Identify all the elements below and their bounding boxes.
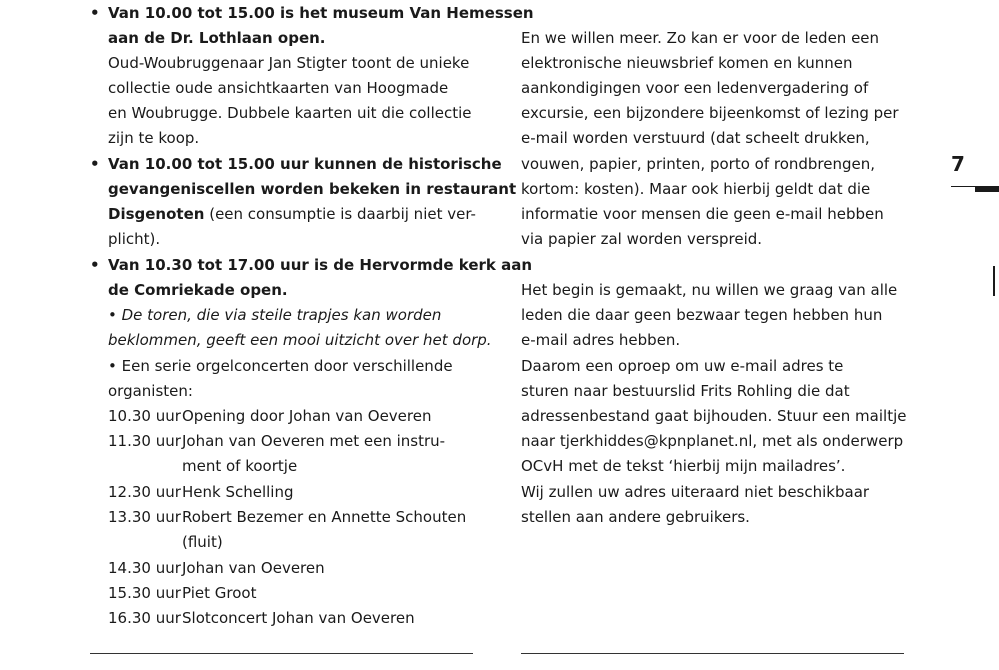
right-column-rule (521, 653, 904, 654)
body-text: stellen aan andere gebruikers. (521, 508, 750, 526)
restaurant-name: Disgenoten (108, 205, 205, 223)
event-heading-church-cont: de Comriekade open. (108, 281, 288, 299)
schedule-text: Henk Schelling (182, 483, 294, 501)
body-text: en Woubrugge. Dubbele kaarten uit die collectie (108, 104, 472, 122)
event-heading-church: Van 10.30 tot 17.00 uur is de Hervormde kerk aan (108, 256, 533, 274)
body-text-rest: (een consumptie is daarbij niet ver- (204, 205, 476, 223)
bullet: • (90, 256, 100, 274)
body-text: Daarom een oproep om uw e-mail adres te (521, 357, 844, 375)
schedule-row (108, 429, 445, 454)
body-text: excursie, een bijzondere bijeenkomst of lezing per (521, 104, 899, 122)
body-text (108, 202, 476, 227)
body-text: kortom: kosten). Maar ook hierbij geldt dat die (521, 180, 871, 198)
body-text: OCvH met de tekst ‘hierbij mijn mailadres’. (521, 457, 846, 475)
schedule-time: 16.30 uur (108, 609, 181, 627)
schedule-time: 15.30 uur (108, 584, 181, 602)
schedule-text: Johan van Oeveren (182, 559, 325, 577)
body-text: leden die daar geen bezwaar tegen hebben hun (521, 306, 883, 324)
event-heading-museum-cont: aan de Dr. Lothlaan open. (108, 29, 326, 47)
edge-mark (993, 266, 995, 296)
page-tab-mark (975, 186, 999, 192)
schedule-text-cont: (fluit) (182, 533, 223, 551)
schedule-time: 14.30 uur (108, 559, 181, 577)
schedule-time: 11.30 uur (108, 432, 181, 450)
organ-intro: organisten: (108, 382, 193, 400)
body-text: aankondigingen voor een ledenvergadering of (521, 79, 869, 97)
body-text: sturen naar bestuurslid Frits Rohling die dat (521, 382, 850, 400)
tower-note: • De toren, die via steile trapjes kan worden (108, 306, 442, 324)
body-text: zijn te koop. (108, 129, 200, 147)
bullet: • (90, 155, 100, 173)
body-text: collectie oude ansichtkaarten van Hoogmade (108, 79, 449, 97)
schedule-time: 13.30 uur (108, 508, 181, 526)
body-text: adressenbestand gaat bijhouden. Stuur een mailtje (521, 407, 907, 425)
body-text: elektronische nieuwsbrief komen en kunnen (521, 54, 853, 72)
body-text: En we willen meer. Zo kan er voor de leden een (521, 29, 880, 47)
body-text: e-mail worden verstuurd (dat scheelt drukken, (521, 129, 870, 147)
body-text: Oud-Woubruggenaar Jan Stigter toont de unieke (108, 54, 470, 72)
schedule-row (108, 556, 325, 581)
event-heading-cells: Van 10.00 tot 15.00 uur kunnen de historische (108, 155, 502, 173)
schedule-time: 12.30 uur (108, 483, 181, 501)
event-heading-cells-cont: gevangeniscellen worden bekeken in restaurant (108, 180, 517, 198)
body-text: Wij zullen uw adres uiteraard niet beschikbaar (521, 483, 870, 501)
schedule-row (108, 505, 466, 530)
schedule-row (108, 404, 431, 429)
body-text: via papier zal worden verspreid. (521, 230, 763, 248)
organ-intro: • Een serie orgelconcerten door verschillende (108, 357, 453, 375)
schedule-row (108, 581, 256, 606)
body-text: plicht). (108, 230, 161, 248)
schedule-time: 10.30 uur (108, 407, 181, 425)
tower-note: beklommen, geeft een mooi uitzicht over het dorp. (108, 331, 492, 349)
schedule-text: Opening door Johan van Oeveren (182, 407, 432, 425)
bullet: • (90, 4, 100, 22)
schedule-row (108, 480, 294, 505)
schedule-text: Piet Groot (182, 584, 257, 602)
schedule-row (108, 606, 415, 631)
schedule-text: Slotconcert Johan van Oeveren (182, 609, 415, 627)
body-text: Het begin is gemaakt, nu willen we graag van alle (521, 281, 898, 299)
schedule-text: Robert Bezemer en Annette Schouten (182, 508, 467, 526)
body-text: vouwen, papier, printen, porto of rondbrengen, (521, 155, 876, 173)
body-text: e-mail adres hebben. (521, 331, 681, 349)
body-text: informatie voor mensen die geen e-mail hebben (521, 205, 884, 223)
schedule-text-cont: ment of koortje (182, 457, 298, 475)
body-text: naar tjerkhiddes@kpnplanet.nl, met als onderwerp (521, 432, 904, 450)
schedule-text: Johan van Oeveren met een instru- (182, 432, 446, 450)
event-heading-museum: Van 10.00 tot 15.00 is het museum Van Hemessen (108, 4, 534, 22)
left-column-rule (90, 653, 473, 654)
page-number: 7 (951, 152, 965, 176)
